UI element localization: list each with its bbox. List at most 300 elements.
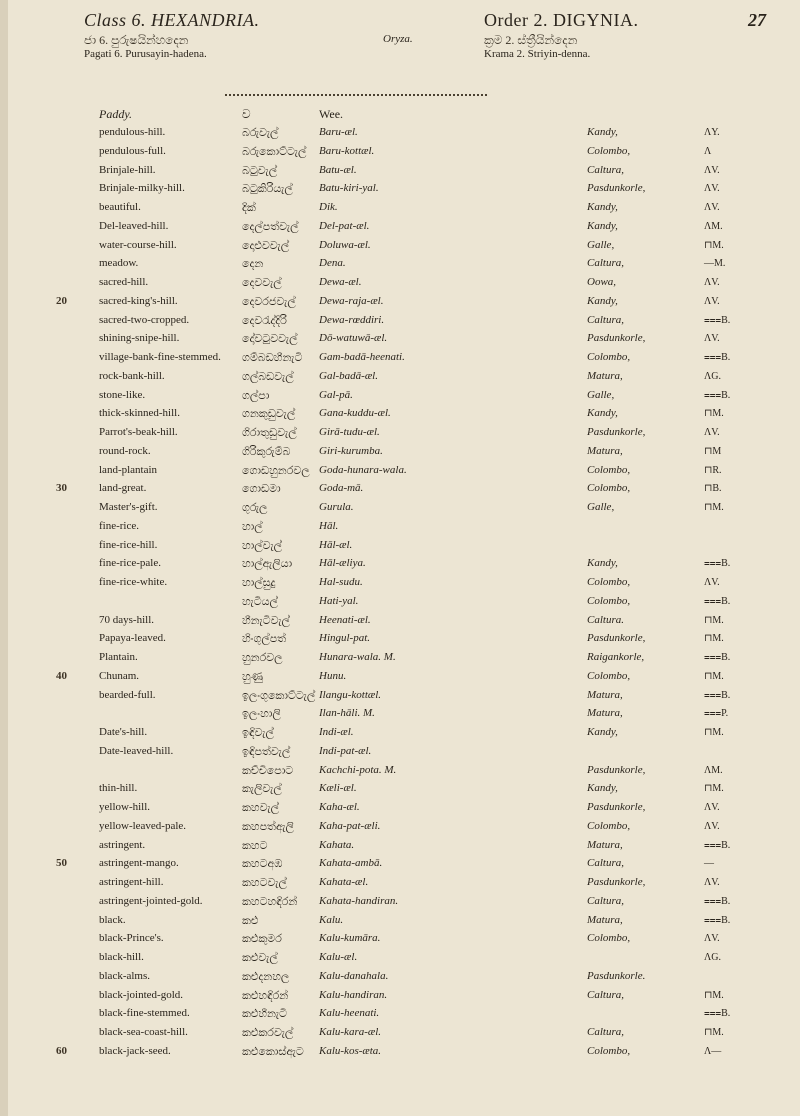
- entry-locality: Colombo,: [587, 351, 631, 363]
- entry-english: land-plantain: [99, 463, 158, 476]
- entry-english: Papaya-leaved.: [99, 632, 166, 645]
- entry-english: sacred-hill.: [99, 276, 149, 288]
- entry-english: Del-leaved-hill.: [99, 219, 169, 232]
- entry-locality: Caltura,: [587, 163, 624, 176]
- list-item: [0, 687, 800, 704]
- class-title: Class 6. HEXANDRIA.: [84, 10, 260, 30]
- entry-locality: Matura,: [587, 444, 623, 457]
- entry-mark: ⊓M.: [704, 989, 724, 1001]
- entry-sinhala: ගිරිකුරුම්බ: [242, 444, 291, 458]
- entry-locality: Colombo,: [587, 932, 631, 945]
- entry-english: black-jointed-gold.: [99, 988, 184, 1001]
- list-item: [0, 649, 800, 666]
- class-header: [84, 10, 384, 60]
- entry-mark: ⩶B.: [704, 895, 731, 907]
- list-item: [0, 612, 800, 629]
- entry-english: black-Prince's.: [99, 932, 164, 945]
- entry-english: Chunam.: [99, 669, 140, 682]
- entry-transliteration: Doluwa-æl.: [319, 238, 371, 251]
- entry-locality: Caltura,: [587, 988, 624, 1001]
- entry-english: sacred-king's-hill.: [99, 294, 178, 307]
- genus-label: Oryza.: [383, 33, 413, 45]
- entry-english: black-hill.: [99, 951, 144, 963]
- entry-transliteration: Kæli-æl.: [319, 782, 357, 795]
- entry-sinhala: ඉලංහාලි: [242, 707, 281, 721]
- entry-locality: Pasdunkorle.: [587, 969, 646, 982]
- entry-transliteration: Giri-kurumba.: [319, 444, 383, 457]
- entry-english: 70 days-hill.: [99, 613, 154, 626]
- entry-mark: ΛV.: [704, 183, 720, 195]
- entry-english: Brinjale-milky-hill.: [99, 182, 185, 195]
- entry-transliteration: Kahata-handiran.: [319, 894, 399, 907]
- entry-transliteration: Hingul-pat.: [319, 632, 371, 645]
- entry-transliteration: Indi-æl.: [319, 726, 354, 738]
- list-item: [0, 518, 800, 535]
- list-item: [0, 1005, 800, 1022]
- entry-transliteration: Kalu-kara-æl.: [319, 1026, 382, 1038]
- entry-sinhala: හිංගුල්පත්: [242, 632, 287, 646]
- entry-mark: ⩶B.: [704, 314, 731, 326]
- entry-english: village-bank-fine-stemmed.: [99, 351, 221, 363]
- entry-mark: ΛY.: [704, 127, 720, 138]
- entry-mark: ⊓M.: [704, 783, 724, 795]
- entry-locality: Galle,: [587, 501, 615, 513]
- entry-transliteration: Del-pat-æl.: [319, 219, 370, 232]
- list-item: [0, 630, 800, 647]
- list-item: [0, 330, 800, 347]
- entry-mark: ΛM.: [704, 220, 723, 232]
- entry-transliteration: Indi-pat-æl.: [319, 744, 372, 757]
- list-item: [0, 462, 800, 479]
- entry-locality: Pasdunkorle,: [587, 632, 646, 645]
- entry-english: bearded-full.: [99, 688, 156, 701]
- entry-transliteration: Kalu-kos-æta.: [319, 1044, 382, 1057]
- entry-transliteration: Kahata-ambā.: [319, 857, 383, 870]
- entry-sinhala: කළුවැල්: [242, 951, 278, 964]
- entry-sinhala: ගනකුඩුවැල්: [242, 407, 296, 421]
- column-heading-english: Paddy.: [99, 107, 132, 121]
- entry-mark: ΛG.: [704, 952, 721, 963]
- entry-locality: Colombo,: [587, 482, 631, 495]
- entry-sinhala: බරුකොට්ටැල්: [242, 144, 307, 158]
- entry-transliteration: Kalu-heenati.: [319, 1007, 380, 1020]
- entry-sinhala: කහටවැල්: [242, 876, 287, 889]
- list-item: [0, 668, 800, 685]
- entry-transliteration: Batu-kiri-yal.: [319, 182, 379, 195]
- entry-locality: Caltura,: [587, 313, 624, 326]
- entry-sinhala: ගුරුල: [242, 501, 268, 514]
- entry-transliteration: Gal-pā.: [319, 388, 353, 401]
- list-item: [0, 199, 800, 216]
- list-item: [0, 818, 800, 835]
- list-item: [0, 293, 800, 310]
- order-transliteration: Krama 2. Striyin-denna.: [484, 48, 591, 60]
- entry-sinhala: ඉඳිපත්වැල්: [242, 744, 291, 758]
- entry-transliteration: Kahata-æl.: [319, 876, 369, 888]
- entry-mark: ΛG.: [704, 370, 721, 382]
- entry-sinhala: හාල්ඇලියා: [242, 557, 293, 571]
- list-item: [0, 443, 800, 460]
- entry-sinhala: ගිරාතුඩුවැල්: [242, 426, 297, 439]
- entry-mark: ⊓M.: [704, 239, 724, 251]
- entry-mark: ΛV.: [704, 802, 720, 813]
- entry-sinhala: කහට: [242, 838, 268, 852]
- list-item: [0, 893, 800, 910]
- entry-english: thick-skinned-hill.: [99, 407, 180, 420]
- entry-transliteration: Baru-kottæl.: [319, 144, 375, 157]
- list-item: [0, 274, 800, 291]
- entry-mark: ΛM.: [704, 764, 723, 776]
- entry-sinhala: ගොඩහුනරවල: [242, 463, 310, 477]
- entry-english: pendulous-hill.: [99, 126, 166, 138]
- entry-english: fine-rice-hill.: [99, 538, 158, 551]
- entry-transliteration: Kachchi-pota. M.: [319, 763, 397, 776]
- entry-sinhala: දොළුවවැල්: [242, 238, 290, 252]
- list-item: [0, 968, 800, 985]
- entry-locality: Caltura,: [587, 257, 624, 270]
- list-item: [0, 987, 800, 1004]
- entry-locality: Galle,: [587, 388, 615, 401]
- entry-transliteration: Hati-yal.: [319, 594, 359, 607]
- entry-english: water-course-hill.: [99, 238, 177, 251]
- entry-sinhala: බරුවැල්: [242, 126, 279, 139]
- margin-number: 50: [56, 857, 67, 870]
- entry-transliteration: Dik.: [319, 201, 338, 213]
- list-item: [0, 855, 800, 872]
- entry-mark: ⩶B.: [704, 914, 731, 926]
- class-transliteration: Pagati 6. Purusayin-hadena.: [84, 48, 207, 60]
- entry-english: Plantain.: [99, 651, 138, 663]
- entry-mark: ⩶B.: [704, 389, 731, 401]
- entry-english: land-great.: [99, 482, 147, 495]
- entry-transliteration: Hunara-wala. M.: [319, 651, 396, 663]
- entry-locality: Colombo,: [587, 1044, 631, 1057]
- entry-english: shining-snipe-hill.: [99, 332, 180, 345]
- entry-transliteration: Hāl-æl.: [319, 538, 353, 551]
- entry-sinhala: දෙවවැල්: [242, 276, 282, 289]
- entry-english: meadow.: [99, 257, 139, 270]
- list-item: [0, 949, 800, 966]
- margin-number: 60: [56, 1044, 67, 1057]
- entry-locality: Pasdunkorle,: [587, 876, 646, 888]
- entry-transliteration: Ilangu-kottæl.: [319, 688, 382, 701]
- order-header: [484, 10, 734, 60]
- entry-english: round-rock.: [99, 444, 151, 457]
- entry-mark: ⩶P.: [704, 708, 729, 720]
- list-item: [0, 499, 800, 516]
- list-item: [0, 593, 800, 610]
- entry-english: Master's-gift.: [99, 501, 158, 513]
- entry-english: astringent-jointed-gold.: [99, 894, 203, 907]
- entry-sinhala: ඉඳිවැල්: [242, 726, 274, 739]
- entry-locality: Caltura,: [587, 894, 624, 907]
- list-item: [0, 180, 800, 197]
- entry-mark: ⊓M.: [704, 727, 724, 738]
- entry-locality: Caltura,: [587, 1026, 624, 1038]
- list-item: [0, 780, 800, 797]
- entry-mark: ΛV.: [704, 277, 720, 288]
- entry-sinhala: කළුකුමර: [242, 932, 282, 946]
- entry-transliteration: Goda-mā.: [319, 482, 364, 495]
- entry-sinhala: හීනැටිවැල්: [242, 613, 290, 627]
- entry-english: astringent-mango.: [99, 857, 179, 870]
- list-item: [0, 874, 800, 891]
- entry-transliteration: Heenati-æl.: [319, 613, 371, 626]
- entry-mark: ΛV.: [704, 577, 720, 588]
- header-divider: [225, 94, 487, 96]
- list-item: [0, 237, 800, 254]
- entry-mark: ΛV.: [704, 333, 720, 345]
- list-item: [0, 930, 800, 947]
- entry-mark: ⊓B.: [704, 483, 722, 495]
- entry-sinhala: ගල්බඩවැල්: [242, 369, 294, 383]
- entry-english: black-jack-seed.: [99, 1044, 171, 1057]
- entry-sinhala: ගල්පා: [242, 388, 270, 402]
- list-item: [0, 218, 800, 235]
- entry-transliteration: Gam-badā-heenati.: [319, 351, 405, 363]
- entry-transliteration: Kaha-pat-æli.: [319, 819, 381, 832]
- entry-transliteration: Hāl.: [319, 519, 339, 532]
- entry-transliteration: Gurula.: [319, 501, 354, 513]
- entry-locality: Colombo,: [587, 669, 631, 682]
- list-item: [0, 480, 800, 497]
- entry-sinhala: කච්චිපොට: [242, 763, 294, 777]
- entry-transliteration: Ilan-hāli. M.: [319, 707, 375, 720]
- entry-transliteration: Kalu.: [319, 913, 344, 926]
- entry-sinhala: කළුහීනැටි: [242, 1007, 287, 1021]
- entry-english: pendulous-full.: [99, 144, 166, 157]
- entry-english: stone-like.: [99, 388, 146, 401]
- list-item: [0, 705, 800, 722]
- entry-locality: Caltura,: [587, 857, 624, 870]
- entry-transliteration: Kahata.: [319, 838, 355, 851]
- entry-english: Parrot's-beak-hill.: [99, 426, 178, 438]
- entry-locality: Kandy,: [587, 557, 618, 570]
- entry-transliteration: Girā-tudu-æl.: [319, 426, 380, 438]
- entry-english: sacred-two-cropped.: [99, 313, 190, 326]
- entry-transliteration: Batu-æl.: [319, 163, 357, 176]
- entry-locality: Caltura.: [587, 613, 624, 626]
- entry-english: yellow-hill.: [99, 801, 151, 813]
- entry-sinhala: දෙවරැද්දිරි: [242, 313, 287, 327]
- entry-mark: ⊓M.: [704, 633, 724, 645]
- entry-english: thin-hill.: [99, 782, 138, 795]
- entry-sinhala: දෙවරජවැල්: [242, 294, 296, 308]
- list-item: [0, 143, 800, 160]
- entry-locality: Galle,: [587, 238, 615, 251]
- column-heading-transliteration: Wee.: [319, 107, 344, 121]
- entry-transliteration: Gal-badā-æl.: [319, 369, 378, 382]
- entry-locality: Colombo,: [587, 594, 631, 607]
- column-heading-sinhala: ව: [242, 107, 251, 121]
- entry-english: Date-leaved-hill.: [99, 744, 174, 757]
- entry-mark: ΛV.: [704, 295, 720, 307]
- list-item: [0, 743, 800, 760]
- order-title: Order 2. DIGYNIA.: [484, 10, 639, 30]
- margin-number: 30: [56, 482, 67, 495]
- entry-sinhala: හුනරවල: [242, 651, 283, 664]
- entry-transliteration: Gana-kuddu-æl.: [319, 407, 391, 420]
- list-item: [0, 124, 800, 141]
- entry-mark: ⩶B.: [704, 595, 731, 607]
- entry-transliteration: Goda-hunara-wala.: [319, 463, 407, 476]
- entry-mark: Λ: [704, 145, 712, 157]
- entry-mark: ⩶B.: [704, 558, 731, 570]
- list-item: [0, 349, 800, 366]
- entry-locality: Matura,: [587, 838, 623, 851]
- entry-mark: ΛV.: [704, 427, 720, 438]
- entry-mark: ⊓M.: [704, 670, 724, 682]
- entry-sinhala: කළු: [242, 913, 259, 927]
- entry-sinhala: බටුවැල්: [242, 163, 278, 177]
- entry-mark: —M.: [704, 258, 726, 270]
- entry-sinhala: දෙල්පත්වැල්: [242, 219, 299, 233]
- entry-english: Date's-hill.: [99, 726, 148, 738]
- entry-sinhala: හාල්සුදු: [242, 576, 276, 589]
- entry-transliteration: Dewa-rœddiri.: [319, 313, 385, 326]
- entry-english: black-alms.: [99, 969, 151, 982]
- entry-english: black-sea-coast-hill.: [99, 1026, 188, 1038]
- page-number: 27: [748, 10, 766, 30]
- entry-english: black-fine-stemmed.: [99, 1007, 190, 1020]
- list-item: [0, 1024, 800, 1041]
- entry-english: fine-rice.: [99, 519, 139, 532]
- list-item: [0, 312, 800, 329]
- entry-mark: ⩶B.: [704, 689, 731, 701]
- entry-sinhala: කළුකොස්ඇට: [242, 1044, 304, 1058]
- entry-mark: ⩶B.: [704, 652, 731, 663]
- entry-locality: Kandy,: [587, 126, 618, 138]
- entry-locality: Colombo,: [587, 144, 631, 157]
- entry-transliteration: Kaha-æl.: [319, 801, 360, 813]
- entry-sinhala: දික්: [242, 201, 256, 214]
- entry-mark: ⊓M.: [704, 502, 724, 513]
- entry-mark: ΛV.: [704, 933, 720, 945]
- list-item: [0, 537, 800, 554]
- list-item: [0, 555, 800, 572]
- entry-sinhala: හාල්වැල්: [242, 538, 283, 552]
- entry-transliteration: Dewa-æl.: [319, 276, 362, 288]
- list-item: [0, 762, 800, 779]
- entry-locality: Kandy,: [587, 201, 618, 213]
- list-item: [0, 724, 800, 741]
- class-sinhala: ජා 6. පුරුෂයින්හදෙන: [84, 33, 189, 47]
- entry-mark: ⊓M.: [704, 614, 724, 626]
- list-item: [0, 162, 800, 179]
- entry-english: fine-rice-white.: [99, 576, 168, 588]
- entry-english: beautiful.: [99, 201, 141, 213]
- entry-sinhala: ගම්බඩහීනැටි: [242, 351, 303, 364]
- entry-locality: Kandy,: [587, 219, 618, 232]
- entry-sinhala: ගොඩමා: [242, 482, 281, 496]
- entry-sinhala: හැටියල්: [242, 594, 278, 608]
- entry-english: astringent.: [99, 838, 146, 851]
- entry-locality: Matura,: [587, 707, 623, 720]
- entry-english: fine-rice-pale.: [99, 557, 161, 570]
- entry-sinhala: බටුකිරියැල්: [242, 182, 293, 196]
- entry-sinhala: හුණු: [242, 669, 264, 683]
- entry-sinhala: කහටඅඹ: [242, 857, 283, 871]
- entry-mark: ⊓M: [704, 445, 722, 457]
- entry-sinhala: කහපත්ඇලි: [242, 819, 294, 833]
- entry-mark: ΛV.: [704, 877, 720, 888]
- entry-sinhala: කහටහඳිරන්: [242, 894, 298, 908]
- list-item: [0, 387, 800, 404]
- entry-transliteration: Dō-watuwā-æl.: [319, 332, 388, 345]
- entry-sinhala: හාල්: [242, 519, 263, 533]
- entry-transliteration: Baru-æl.: [319, 126, 358, 138]
- entry-english: astringent-hill.: [99, 876, 164, 888]
- margin-number: 20: [56, 294, 67, 307]
- entry-locality: Matura,: [587, 913, 623, 926]
- entry-sinhala: කළුදනහල: [242, 969, 290, 983]
- list-item: [0, 424, 800, 441]
- entry-mark: ⩶B.: [704, 352, 731, 363]
- entry-transliteration: Kalu-æl.: [319, 951, 358, 963]
- entry-sinhala: දෝවටුවවැල්: [242, 332, 298, 346]
- entry-mark: ⊓M.: [704, 408, 724, 420]
- entry-transliteration: Kalu-handiran.: [319, 988, 388, 1001]
- entry-sinhala: කහවැල්: [242, 801, 279, 814]
- entry-mark: ⩶B.: [704, 1008, 731, 1020]
- entry-mark: ⊓M.: [704, 1027, 724, 1038]
- entry-locality: Colombo,: [587, 576, 631, 588]
- entry-sinhala: දෙන: [242, 257, 264, 271]
- entry-sinhala: කළුකරවැල්: [242, 1026, 294, 1039]
- list-item: [0, 799, 800, 816]
- entry-locality: Pasdunkorle,: [587, 763, 646, 776]
- entry-locality: Kandy,: [587, 726, 618, 738]
- entry-transliteration: Hāl-æliya.: [319, 557, 366, 570]
- order-sinhala: ක්‍රම 2. ස්ත්‍රීයින්දෙන: [484, 33, 578, 47]
- entry-transliteration: Kalu-danahala.: [319, 969, 389, 982]
- entry-english: yellow-leaved-pale.: [99, 819, 187, 832]
- entry-transliteration: Hal-sudu.: [319, 576, 363, 588]
- list-item: [0, 1043, 800, 1060]
- entry-sinhala: කළුහඳිරන්: [242, 988, 289, 1002]
- entry-locality: Kandy,: [587, 782, 618, 795]
- entry-mark: —: [704, 858, 714, 870]
- entry-sinhala: කැලිවැල්: [242, 782, 282, 796]
- entry-locality: Pasdunkorle,: [587, 426, 646, 438]
- list-item: [0, 368, 800, 385]
- entry-transliteration: Dena.: [319, 257, 346, 270]
- list-item: [0, 837, 800, 854]
- entry-locality: Matura,: [587, 369, 623, 382]
- margin-number: 40: [56, 669, 67, 682]
- entry-mark: ΛV.: [704, 820, 720, 832]
- list-item: [0, 912, 800, 929]
- entry-locality: Kandy,: [587, 294, 618, 307]
- entry-locality: Pasdunkorle,: [587, 182, 646, 195]
- entry-english: rock-bank-hill.: [99, 369, 165, 382]
- list-item: [0, 255, 800, 272]
- entry-transliteration: Kalu-kumāra.: [319, 932, 381, 945]
- list-item: [0, 574, 800, 591]
- entry-sinhala: ඉලංගුකොට්ටැල්: [242, 688, 316, 702]
- entry-english: black.: [99, 913, 126, 926]
- entry-locality: Colombo,: [587, 463, 631, 476]
- entry-locality: Kandy,: [587, 407, 618, 420]
- entry-locality: Raigankorle,: [587, 651, 645, 663]
- entry-locality: Oowa,: [587, 276, 617, 288]
- entry-locality: Pasdunkorle,: [587, 332, 646, 345]
- entry-mark: Λ—: [704, 1045, 722, 1057]
- entry-mark: ⊓R.: [704, 464, 722, 476]
- list-item: [0, 405, 800, 422]
- entry-mark: ΛV.: [704, 202, 720, 213]
- entry-transliteration: Hunu.: [319, 669, 347, 682]
